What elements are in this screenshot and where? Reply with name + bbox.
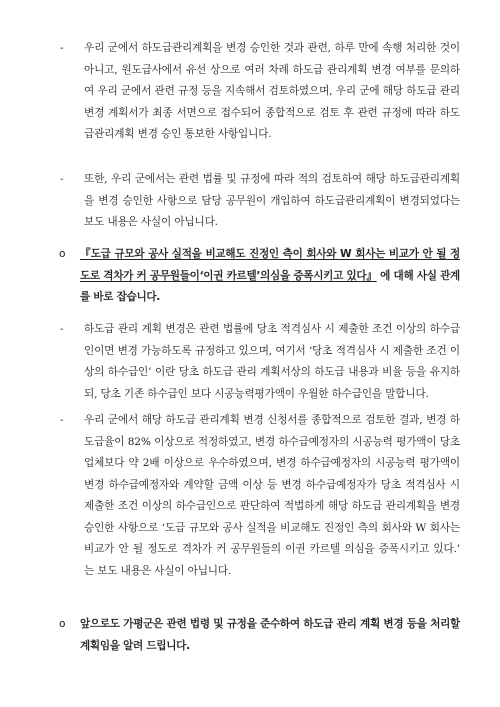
paragraph-text: 우리 군에서 하도급관리계획을 변경 승인한 것과 관련, 하루 만에 속행 처리한 것이 아니고, 원도급사에서 유선 상으로 여러 차례 하도급 관리계획 변경 여부를 문의하여 우리 군에서 관련 규정 등을 지속해서 검토하였으며, 우리 군에 해당 하도급 관리 변경 계획서가 최종 서면으로 접수되어 종합적으로 검토 후 관련 규정에 따라 하도급관리계획 변경 승인 통보한 사항입니다. (84, 42, 460, 140)
circle-bullet: o (59, 248, 66, 260)
dash-paragraph-no-intervention (0, 169, 500, 234)
dash-bullet: - (60, 323, 64, 335)
circle-bullet: o (59, 618, 66, 630)
dash-bullet: - (60, 42, 64, 54)
heading-tail: 에 대해 사실 관계를 바로 잡습니다. (80, 269, 460, 303)
dash-paragraph-review-result (0, 410, 500, 582)
dash-paragraph-regulation (0, 319, 500, 405)
paragraph-text: 하도급 관리 계획 변경은 관련 법률에 당초 적격심사 시 제출한 조건 이상의 하수급인이면 변경 가능하도록 규정하고 있으며, 여기서 ‘당초 적격심사 시 제출한 조건 이상의 하수급인’ 이란 당초 하도급 관리 계획서상의 하도급 내용과 비율 등을 유지하되, 당초 기존 하수급인 보다 시공능력평가액이 우월한 하수급인을 말합니다. (84, 323, 460, 400)
circle-closing-statement (0, 614, 500, 657)
dash-bullet: - (60, 414, 64, 426)
paragraph-text: 또한, 우리 군에서는 관련 법률 및 규정에 따라 적의 검토하여 해당 하도급관리계획을 변경 승인한 사항으로 담당 공무원이 개입하여 하도급관리계획이 변경되었다는 보도 내용은 사실이 아닙니다. (84, 173, 460, 228)
dash-bullet: - (60, 173, 64, 185)
closing-text: 앞으로도 가평군은 관련 법령 및 규정을 준수하여 하도급 관리 계획 변경 등을 처리할 계획임을 알려 드립니다. (80, 618, 460, 652)
dash-paragraph-approval-process (0, 38, 500, 146)
heading-quote: 『도급 규모와 공사 실적을 비교해도 진정인 측이 회사와 W 회사는 비교가 안 될 정도로 격차가 커 공무원들이‘이권 카르텔’의심을 증폭시키고 있다』 (80, 248, 460, 282)
circle-heading-fact-correction (0, 244, 500, 309)
paragraph-text: 우리 군에서 해당 하도급 관리계획 변경 신청서를 종합적으로 검토한 결과, 변경 하도급율이 82% 이상으로 적정하였고, 변경 하수급예정자의 시공능력 평가액이 당초 업체보다 약 2배 이상으로 우수하였으며, 변경 하수급예정자의 시공능력 평가액이 변경 하수급예정자와 계약할 금액 이상 등 변경 하수급예정자가 당초 적격심사 시 제출한 조건 이상의 하수급인으로 판단하여 적법하게 해당 하도급 관리계획을 변경 승인한 사항으로 ‘도급 규모와 공사 실적을 비교해도 진정인 측의 회사와 W 회사는 비교가 안 될 정도로 격차가 커 공무원들의 이권 카르텔 의심을 증폭시키고 있다.’ 는 보도 내용은 사실이 아닙니다. (84, 414, 460, 577)
